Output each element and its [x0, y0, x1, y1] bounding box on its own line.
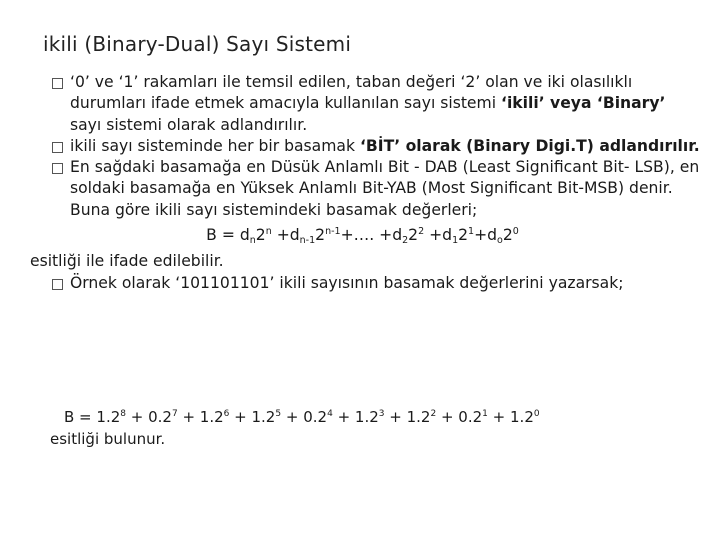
example-exponent: 8 [120, 409, 126, 419]
example-exponent: 0 [533, 409, 540, 419]
slide-title: ikili (Binary-Dual) Sayı Sistemi [43, 32, 352, 56]
example-term: + 1.2 [229, 408, 276, 426]
example-exponent: 5 [275, 409, 282, 419]
example-term: + 0.2 [436, 408, 483, 426]
bullet-text: Örnek olarak ‘101101101’ ikili sayısının basamak değerlerini yazarsak; [70, 273, 624, 292]
bullet-text: ikili sayı sisteminde her bir basamak [70, 136, 360, 155]
example-term: + 1.2 [384, 408, 431, 426]
list-item [50, 157, 700, 251]
example-exponent: 2 [430, 409, 437, 419]
example-term: + 0.2 [281, 408, 328, 426]
bullet-text-tail: sayı sistemi olarak adlandırılır. [70, 115, 308, 134]
checkbox-bullet-icon [52, 163, 63, 174]
example-exponent: 3 [378, 409, 385, 419]
example-exponent: 1 [482, 409, 488, 419]
bullet-text: En sağdaki basamağa en Düsük Anlamlı Bit - DAB (Least Significant Bit- LSB), en soldaki basamağa en Yüksek Anlamlı Bit-YAB (Most Significant Bit-MSB) denir. Buna göre ikili sayı sistemindeki basamak değerleri; [70, 158, 700, 219]
bullet-bold-text: ‘BİT’ olarak (Binary Digi.T) adlandırılır. [359, 136, 700, 155]
bullet-list [30, 72, 700, 294]
example-term: + 1.2 [487, 408, 534, 426]
example-exponent: 6 [223, 409, 230, 419]
example-term: + 1.2 [177, 408, 224, 426]
example-term: + 0.2 [125, 408, 172, 426]
example-exponent: 4 [327, 409, 333, 419]
list-item [50, 72, 700, 136]
example-conclusion: esitliği bulunur. [50, 430, 166, 448]
binary-formula: $B = d_n2^n$ $+d_{n-1}2^{n-1}+\dots$. $+d_22^2 +d_12^1+d_o2^0$ [206, 226, 519, 247]
bullet-bold-text: ‘ikili’ veya ‘Binary’ [501, 94, 666, 113]
checkbox-bullet-icon [52, 142, 63, 153]
formula-caption: esitliği ile ifade edilebilir. [30, 252, 224, 271]
example-expansion [50, 403, 540, 428]
list-item [50, 273, 700, 294]
example-exponent: 7 [171, 409, 178, 419]
example-block [50, 403, 540, 450]
list-item [50, 136, 700, 157]
checkbox-bullet-icon [52, 78, 63, 89]
example-term: + 1.2 [332, 408, 379, 426]
checkbox-bullet-icon [52, 279, 63, 290]
example-term: B = 1.2 [64, 408, 121, 426]
bullet-text: ‘0’ ve ‘1’ rakamları ile temsil edilen, taban değeri ‘2’ olan ve iki olasılıklı durumları ifade etmek amacıyla kullanılan sayı sistemi [70, 73, 633, 113]
